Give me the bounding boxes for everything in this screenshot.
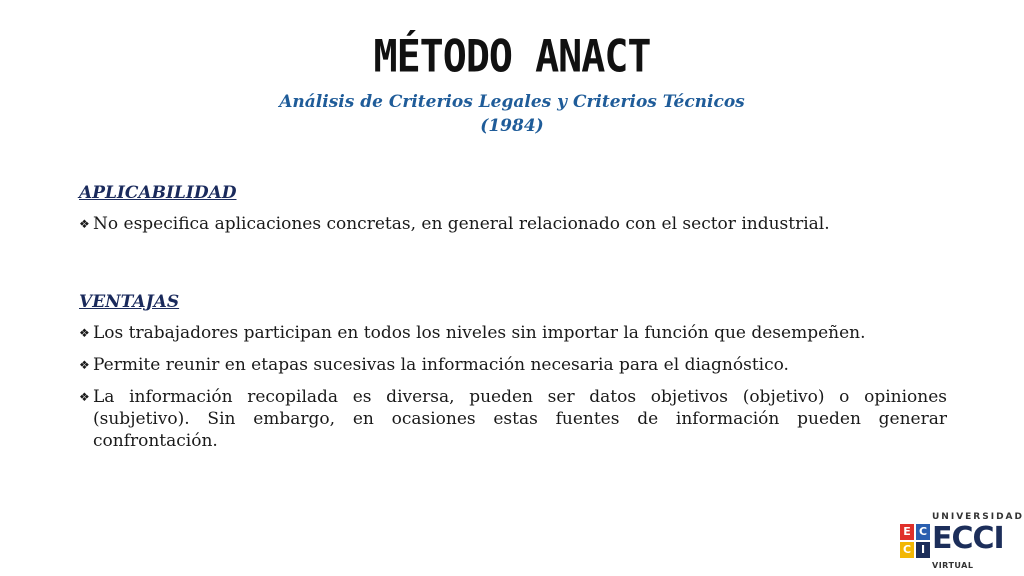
logo-cell: I [916, 542, 930, 558]
list-item: ❖ No especifica aplicaciones concretas, en general relacionado con el sector industrial. [79, 214, 830, 234]
section-heading: VENTAJAS [79, 292, 180, 312]
logo-cell: C [916, 524, 930, 540]
diamond-bullet-icon: ❖ [79, 358, 90, 372]
section-aplicabilidad [79, 183, 947, 245]
list-item: ❖ Permite reunir en etapas sucesivas la información necesaria para el diagnóstico. [79, 355, 789, 375]
diamond-bullet-icon: ❖ [79, 326, 90, 340]
slide-title: MÉTODO ANACT [373, 31, 651, 83]
diamond-bullet-icon: ❖ [79, 390, 90, 404]
logo-grid-icon [900, 524, 930, 558]
diamond-bullet-icon: ❖ [79, 217, 90, 231]
logo-name: ECCI [932, 521, 1004, 556]
logo-cell: C [900, 542, 914, 558]
list-item: ❖ La información recopilada es diversa, pueden ser datos objetivos (objetivo) o opiniones (subjetivo). Sin embargo, en ocasiones estas fuentes de información pueden generar confrontación. [79, 387, 947, 451]
subtitle-line-2: (1984) [480, 116, 544, 136]
section-heading: APLICABILIDAD [79, 183, 237, 203]
list-item: ❖ Los trabajadores participan en todos los niveles sin importar la función que desempeñen. [79, 323, 866, 343]
logo-sub: VIRTUAL [932, 561, 974, 570]
slide-subtitle [0, 90, 1024, 138]
logo-cell: E [900, 524, 914, 540]
section-ventajas [79, 292, 947, 462]
subtitle-line-1: Análisis de Criterios Legales y Criterios Técnicos [279, 92, 745, 112]
logo-univ-text: UNIVERSIDAD [932, 512, 1024, 522]
ecci-logo [900, 512, 1024, 572]
